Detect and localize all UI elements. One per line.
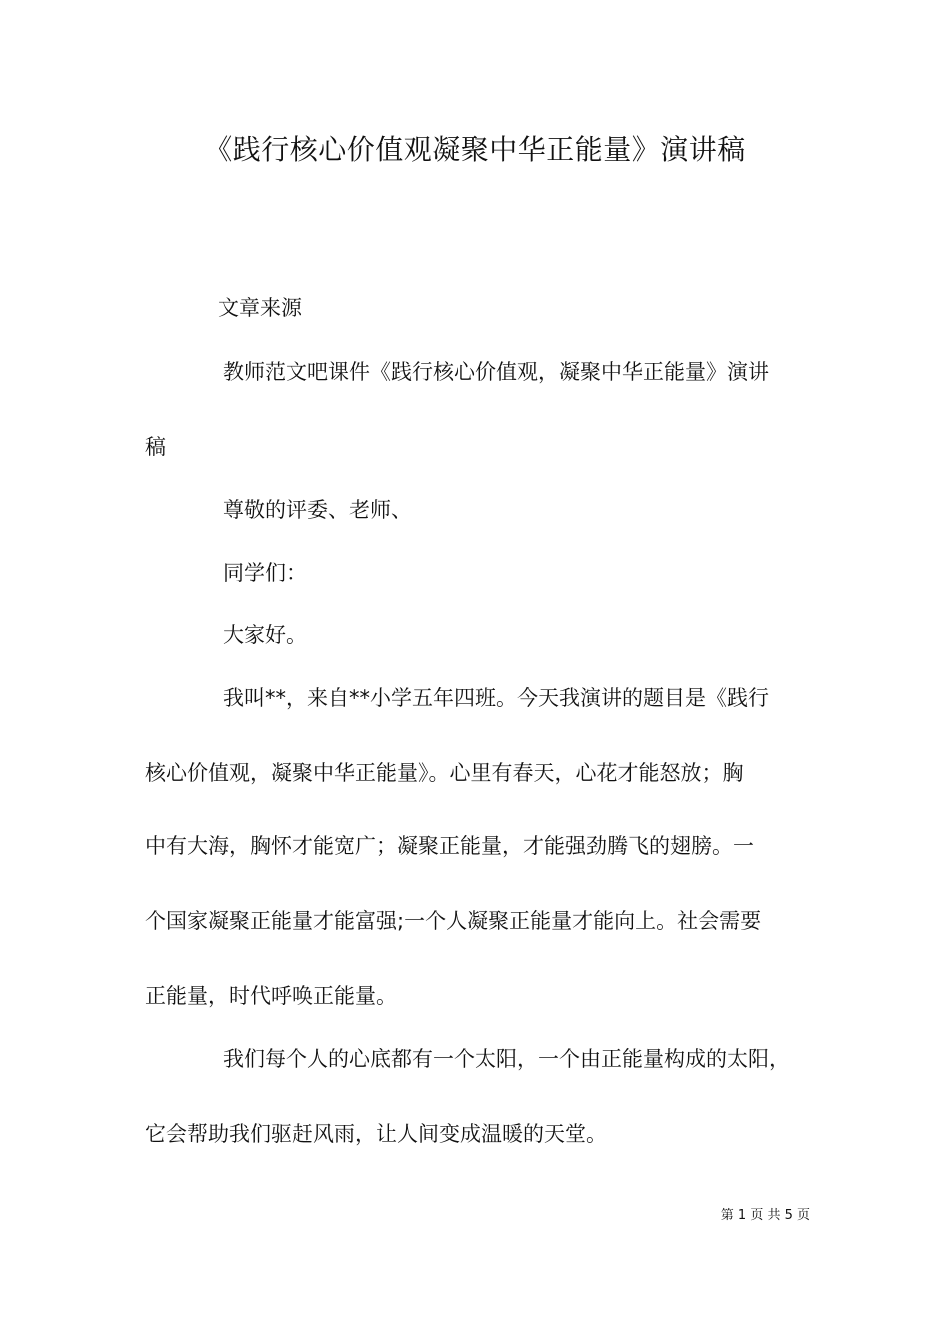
- paragraph-line: 中有大海，胸怀才能宽广；凝聚正能量，才能强劲腾飞的翅膀。一: [145, 834, 754, 858]
- document-title: 《践行核心价值观凝聚中华正能量》演讲稿: [204, 133, 746, 166]
- paragraph-line: 我们每个人的心底都有一个太阳，一个由正能量构成的太阳，: [223, 1047, 790, 1071]
- paragraph-line: 同学们：: [223, 561, 307, 585]
- paragraph-line: 尊敬的评委、老师、: [223, 498, 412, 522]
- page-number: 第 1 页 共 5 页: [720, 1208, 810, 1223]
- paragraph-line: 个国家凝聚正能量才能富强;一个人凝聚正能量才能向上。社会需要: [145, 909, 762, 933]
- paragraph-line: 核心价值观，凝聚中华正能量》。心里有春天，心花才能怒放；胸: [145, 761, 744, 785]
- paragraph-line: 教师范文吧课件《践行核心价值观，凝聚中华正能量》演讲: [223, 360, 769, 384]
- paragraph-line: 我叫**，来自**小学五年四班。今天我演讲的题目是《践行: [223, 686, 769, 710]
- paragraph-line: 它会帮助我们驱赶风雨，让人间变成温暖的天堂。: [145, 1122, 607, 1146]
- paragraph-line: 正能量，时代呼唤正能量。: [145, 984, 397, 1008]
- paragraph-line: 稿: [145, 435, 166, 459]
- paragraph-line: 大家好。: [223, 623, 307, 647]
- source-label: 文章来源: [218, 296, 302, 320]
